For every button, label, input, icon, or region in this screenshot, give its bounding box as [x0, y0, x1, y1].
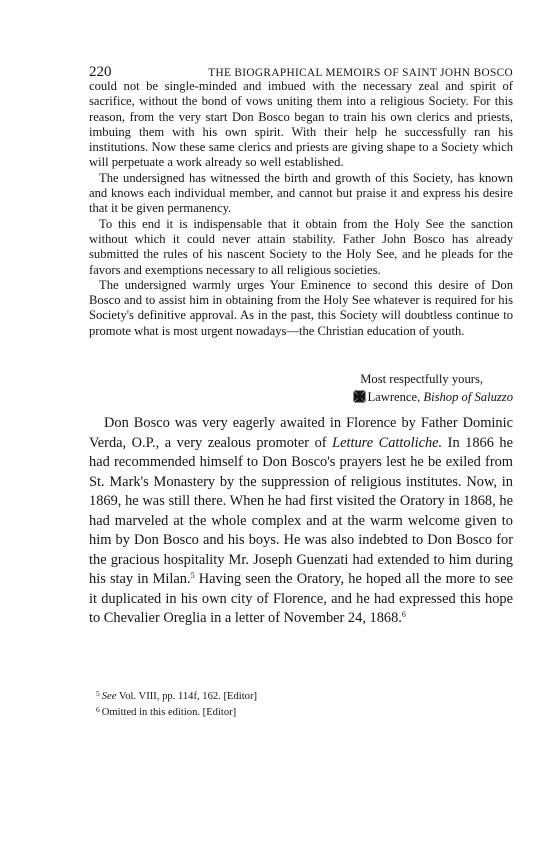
letter-paragraph: The undersigned has witnessed the birth and growth of this Society, has known and knows each individual member, and cannot but praise it and express his desire that it be given permanency. — [89, 170, 513, 216]
footnote-italic: See — [101, 691, 117, 702]
footnote — [96, 704, 516, 720]
footnote-reference[interactable]: 6 — [401, 610, 406, 619]
letter-paragraph: could not be single-minded and imbued with the necessary zeal and spirit of sacrifice, without the bond of vows uniting them into a religious Society. For this reason, from the very start Don Bosco began to train his own clerics and priests, imbuing them with his own spirit. With their help he successfully ran his institutions. Now these same clerics and priests are giving shape to a Society which will perpetuate a work already so well established. — [89, 79, 513, 170]
narrative-text-run: In 1866 he had recommended himself to Don Bosco's prayers lest he be exiled from St. Mark's Monastery by the suppression of religious institutes. Now, in 1869, he was still there. When he had first visited the Oratory in 1868, he had marveled at the whole complex and at the warm welcome given to him by Don Bosco and his boys. He was also indebted to Don Bosco for the gracious hospitality Mr. Joseph Guenzati had extended to him during his stay in Milan. — [89, 434, 513, 587]
letter-paragraph: To this end it is indispensable that it obtain from the Holy See the sanction without which it could never attain stability. Father John Bosco has already submitted the rules of his nascent Society to the Holy See, and he pleads for the favors and exemptions necessary to all religious societies. — [89, 216, 513, 277]
narrative-text-run: Don Bosco was very eagerly awaited in Florence by Father Dominic Verda, O.P., a very zealous promoter of — [89, 415, 513, 451]
footnotes — [96, 688, 516, 719]
quoted-letter — [89, 79, 513, 339]
bishop-cross-icon — [353, 390, 366, 403]
running-head: THE BIOGRAPHICAL MEMOIRS OF SAINT JOHN BOSCO — [208, 67, 513, 79]
footnote-mark: 6 — [96, 704, 100, 714]
signer-title: Bishop of Saluzzo — [423, 390, 513, 404]
footnote-reference[interactable]: 5 — [190, 571, 195, 580]
footnote-text: Vol. VIII, pp. 114f, 162. [Editor] — [116, 691, 258, 702]
footnote-mark: 5 — [96, 689, 100, 698]
footnote-text: Omitted in this edition. [Editor] — [101, 706, 237, 718]
narrative-text — [89, 414, 513, 629]
publication-title: Letture Cattoliche. — [332, 434, 443, 451]
closing-salutation: Most respectfully yours, — [360, 372, 483, 386]
footnote — [96, 688, 516, 704]
signer-line — [89, 388, 513, 406]
letter-paragraph: The undersigned warmly urges Your Eminence to second this desire of Don Bosco and to assist him in obtaining from the Holy See whatever is required for his Society's definitive approval. As in the past, this Society will doubtless continue to promote what is most urgent nowadays—the Christian education of youth. — [89, 277, 513, 338]
narrative-paragraph — [89, 414, 513, 629]
letter-signature — [89, 371, 513, 406]
narrative-text-run: Having seen the Oratory, he hoped all the more to see it duplicated in his own city of Florence, and he had expressed this hope to Chevalier Oreglia in a letter of November 24, 1868. — [89, 571, 514, 626]
page-number: 220 — [89, 64, 112, 80]
signer-name: Lawrence, — [367, 390, 421, 404]
